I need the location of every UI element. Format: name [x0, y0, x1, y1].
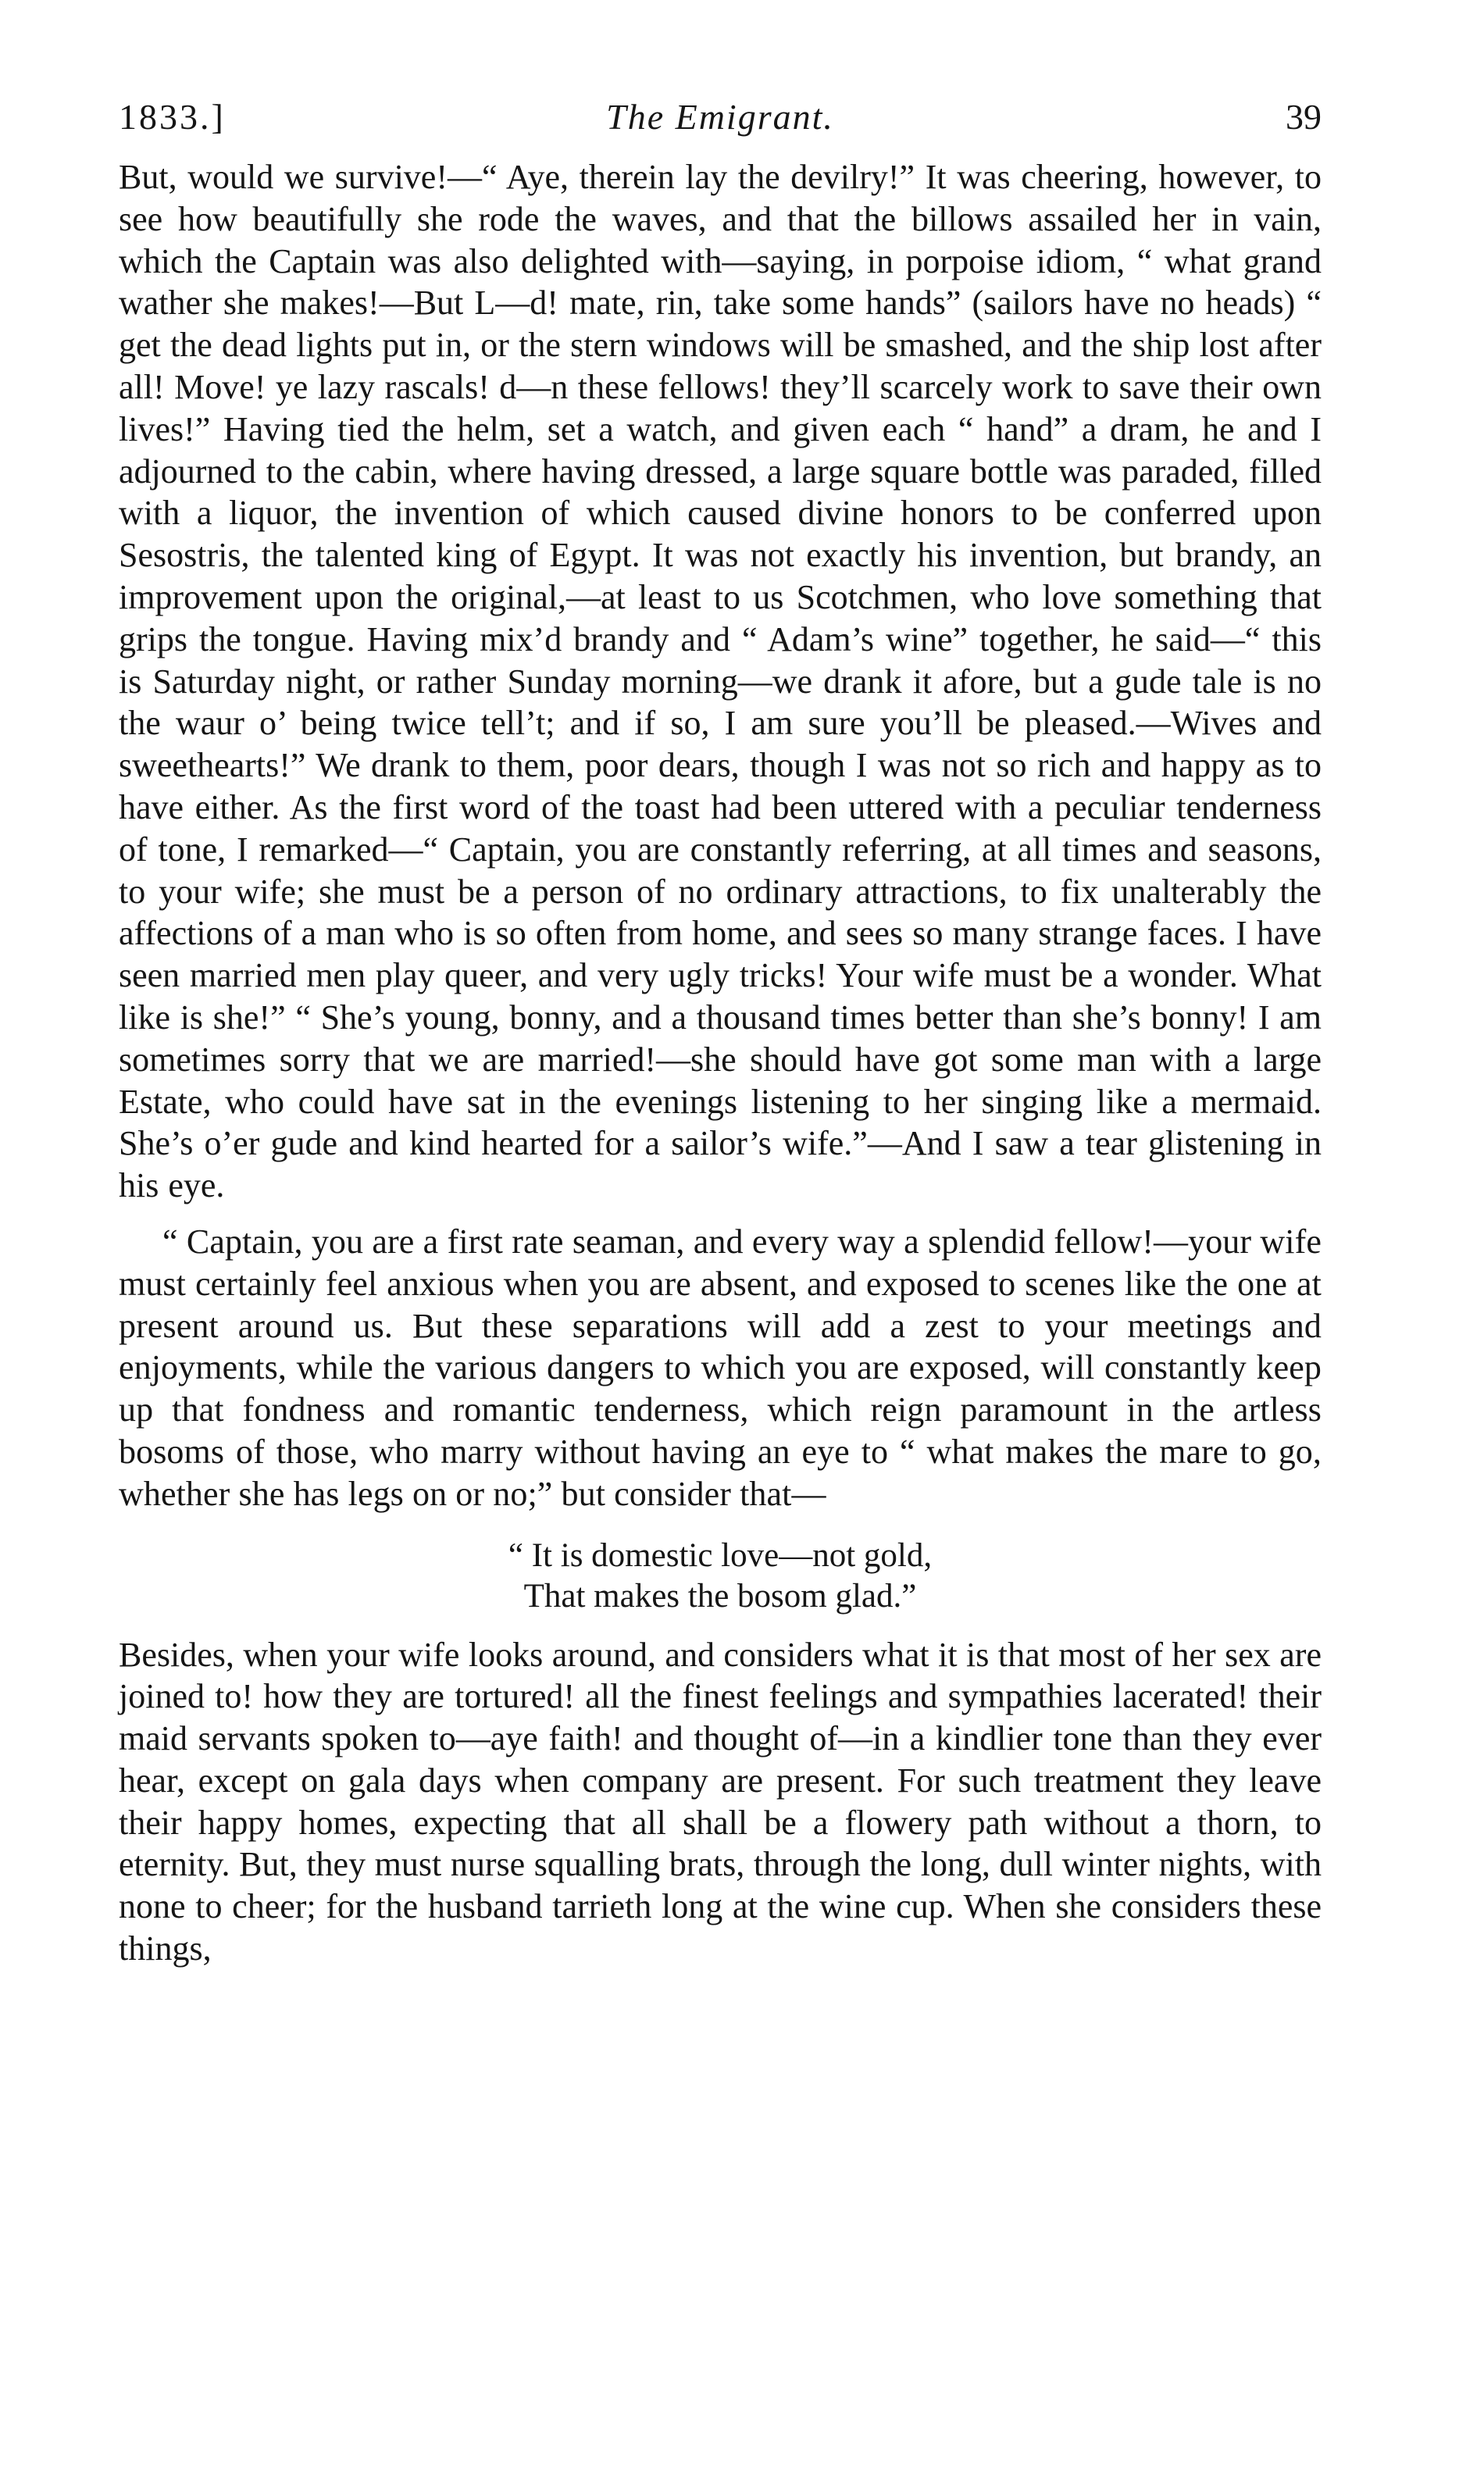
running-head-title: The Emigrant. [606, 97, 834, 137]
page-number: 39 [1286, 97, 1322, 137]
paragraph-2: “ Captain, you are a first rate seaman, and every way a splendid fellow!—your wife must certainly feel anxious when you are absent, and exposed to scenes like the one at present around us. But these separations will add a zest to your meetings and enjoyments, while the various dangers to which you are exposed, will constantly keep up that fondness and romantic tenderness, which reign paramount in the artless bosoms of those, who marry without having an eye to “ what makes the mare to go, whether she has legs on or no;” but consider that— [119, 1222, 1322, 1513]
body-text [119, 156, 1322, 1970]
running-head-year: 1833.] [119, 97, 226, 137]
paragraph-1: But, would we survive!—“ Aye, therein lay the devilry!” It was cheering, however, to see how beautifully she rode the waves, and that the billows assailed her in vain, which the Captain was also delighted with—saying, in porpoise idiom, “ what grand wather she makes!—But L—d! mate, rin, take some hands” (sailors have no heads) “ get the dead lights put in, or the stern windows will be smashed, and the ship lost after all! Move! ye lazy rascals! d—n these fellows! they’ll scarcely work to save their own lives!” Having tied the helm, set a watch, and given each “ hand” a dram, he and I adjourned to the cabin, where having dressed, a large square bottle was paraded, filled with a liquor, the invention of which caused divine honors to be conferred upon Sesostris, the talented king of Egypt. It was not exactly his invention, but brandy, an improvement upon the original,—at least to us Scotchmen, who love something that grips the tongue. Having mix’d brandy and “ Adam’s wine” together, he said—“ this is Saturday night, or rather Sunday morning—we drank it afore, but a gude tale is no the waur o’ being twice tell’t; and if so, I am sure you’ll be pleased.—Wives and sweethearts!” We drank to them, poor dears, though I was not so rich and happy as to have either. As the first word of the toast had been uttered with a peculiar tenderness of tone, I remarked—“ Captain, you are constantly referring, at all times and seasons, to your wife; she must be a person of no ordinary attractions, to fix unalterably the affections of a man who is so often from home, and sees so many strange faces. I have seen married men play queer, and very ugly tricks! Your wife must be a wonder. What like is she!” “ She’s young, bonny, and a thousand times better than she’s bonny! I am sometimes sorry that we are married!—she should have got some man with a large Estate, who could have sat in the evenings listening to her singing like a mermaid. She’s o’er gude and kind hearted for a sailor’s wife.”—And I saw a tear glistening in his eye. [119, 158, 1322, 1205]
verse-line-1: “ It is domestic love—not gold, [508, 1536, 933, 1574]
book-page [119, 86, 1322, 1970]
verse-quotation [119, 1536, 1322, 1617]
verse-line-2: That makes the bosom glad.” [523, 1577, 917, 1615]
running-head [119, 86, 1322, 148]
paragraph-3: Besides, when your wife looks around, and considers what it is that most of her sex are joined to! how they are tortured! all the finest feelings and sympathies lacerated! their maid servants spoken to—aye faith! and thought of—in a kindlier tone than they ever hear, except on gala days when company are present. For such treatment they leave their happy homes, expecting that all shall be a flowery path without a thorn, to eternity. But, they must nurse squalling brats, through the long, dull winter nights, with none to cheer; for the husband tarrieth long at the wine cup. When she considers these things, [119, 1635, 1322, 1968]
